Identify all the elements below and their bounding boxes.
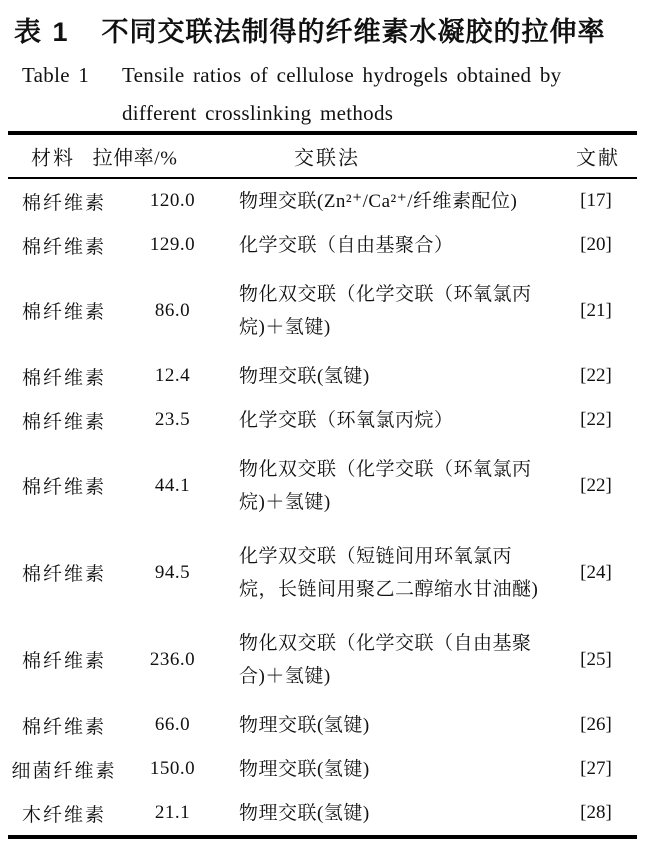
reference-cell: [28] bbox=[580, 802, 612, 823]
method-cell: 物理交联(氢键) bbox=[239, 714, 370, 736]
header-reference: 文献 bbox=[576, 147, 620, 170]
header-crosslinking-method: 交联法 bbox=[294, 147, 360, 170]
ratio-cell: 236.0 bbox=[149, 648, 196, 670]
table-row bbox=[8, 223, 637, 267]
method-cell: 物理交联(氢键) bbox=[239, 802, 370, 824]
reference-cell: [27] bbox=[580, 758, 612, 779]
table-caption-zh: 不同交联法制得的纤维素水凝胶的拉伸率 bbox=[101, 17, 606, 47]
table-caption-en-part1: Tensile ratios of cellulose hydrogels obtained by bbox=[122, 63, 562, 87]
method-cell: 化学交联（环氧氯丙烷） bbox=[239, 409, 454, 431]
material-cell: 细菌纤维素 bbox=[11, 760, 117, 782]
reference-cell: [22] bbox=[580, 474, 612, 496]
material-cell: 棉纤维素 bbox=[21, 411, 106, 433]
table-row bbox=[8, 442, 637, 529]
method-cell: 物化双交联（化学交联（环氧氯丙烷)＋氢键) bbox=[239, 458, 532, 513]
method-cell: 物化双交联（化学交联（环氧氯丙烷)＋氢键) bbox=[239, 283, 532, 338]
ratio-cell: 21.1 bbox=[154, 802, 191, 823]
table-row bbox=[8, 791, 637, 835]
table-title-english-line1 bbox=[22, 63, 645, 88]
ratio-cell: 120.0 bbox=[149, 190, 196, 211]
method-cell: 物理交联(氢键) bbox=[239, 758, 370, 780]
ratio-cell: 44.1 bbox=[154, 474, 191, 496]
table-header-row bbox=[8, 135, 637, 179]
reference-cell: [20] bbox=[580, 234, 612, 255]
reference-cell: [24] bbox=[580, 561, 612, 583]
ratio-cell: 12.4 bbox=[154, 365, 191, 386]
method-cell: 化学交联（自由基聚合） bbox=[239, 234, 454, 256]
tensile-ratio-table bbox=[8, 131, 637, 839]
method-cell: 物理交联(Zn²⁺/Ca²⁺/纤维素配位) bbox=[239, 190, 518, 212]
table-number-label-zh: 表 1 bbox=[14, 17, 70, 47]
ratio-cell: 86.0 bbox=[154, 299, 191, 321]
method-cell: 化学双交联（短链间用环氧氯丙烷，长链间用聚乙二醇缩水甘油醚) bbox=[239, 545, 539, 600]
header-material: 材料 bbox=[31, 147, 75, 170]
table-title-chinese bbox=[14, 10, 645, 49]
reference-cell: [21] bbox=[580, 299, 612, 321]
material-cell: 棉纤维素 bbox=[21, 716, 106, 738]
ratio-cell: 150.0 bbox=[149, 758, 196, 779]
table-row bbox=[8, 703, 637, 747]
material-cell: 棉纤维素 bbox=[21, 564, 106, 585]
ratio-cell: 66.0 bbox=[154, 714, 191, 735]
table-row bbox=[8, 529, 637, 616]
table-row bbox=[8, 354, 637, 398]
table-row bbox=[8, 616, 637, 703]
ratio-cell: 23.5 bbox=[154, 409, 191, 430]
reference-cell: [25] bbox=[580, 648, 612, 670]
reference-cell: [22] bbox=[580, 365, 612, 386]
table-row bbox=[8, 179, 637, 223]
table-body bbox=[8, 179, 637, 839]
material-cell: 棉纤维素 bbox=[21, 477, 106, 498]
material-cell: 木纤维素 bbox=[21, 804, 106, 826]
ratio-cell: 94.5 bbox=[154, 561, 191, 583]
reference-cell: [26] bbox=[580, 714, 612, 735]
reference-cell: [17] bbox=[580, 190, 612, 211]
table-number-label-en: Table 1 bbox=[22, 63, 90, 87]
method-cell: 物化双交联（化学交联（自由基聚合)＋氢键) bbox=[239, 632, 532, 687]
material-cell: 棉纤维素 bbox=[21, 367, 106, 389]
material-cell: 棉纤维素 bbox=[21, 651, 106, 672]
table-row bbox=[8, 747, 637, 791]
ratio-cell: 129.0 bbox=[149, 234, 196, 255]
table-row bbox=[8, 398, 637, 442]
header-tensile-ratio: 拉伸率/% bbox=[92, 147, 178, 170]
reference-cell: [22] bbox=[580, 409, 612, 430]
method-cell: 物理交联(氢键) bbox=[239, 365, 370, 387]
table-caption-en-part2: different crosslinking methods bbox=[122, 101, 394, 125]
material-cell: 棉纤维素 bbox=[21, 192, 106, 214]
table-row bbox=[8, 267, 637, 354]
material-cell: 棉纤维素 bbox=[21, 302, 106, 323]
material-cell: 棉纤维素 bbox=[21, 236, 106, 258]
